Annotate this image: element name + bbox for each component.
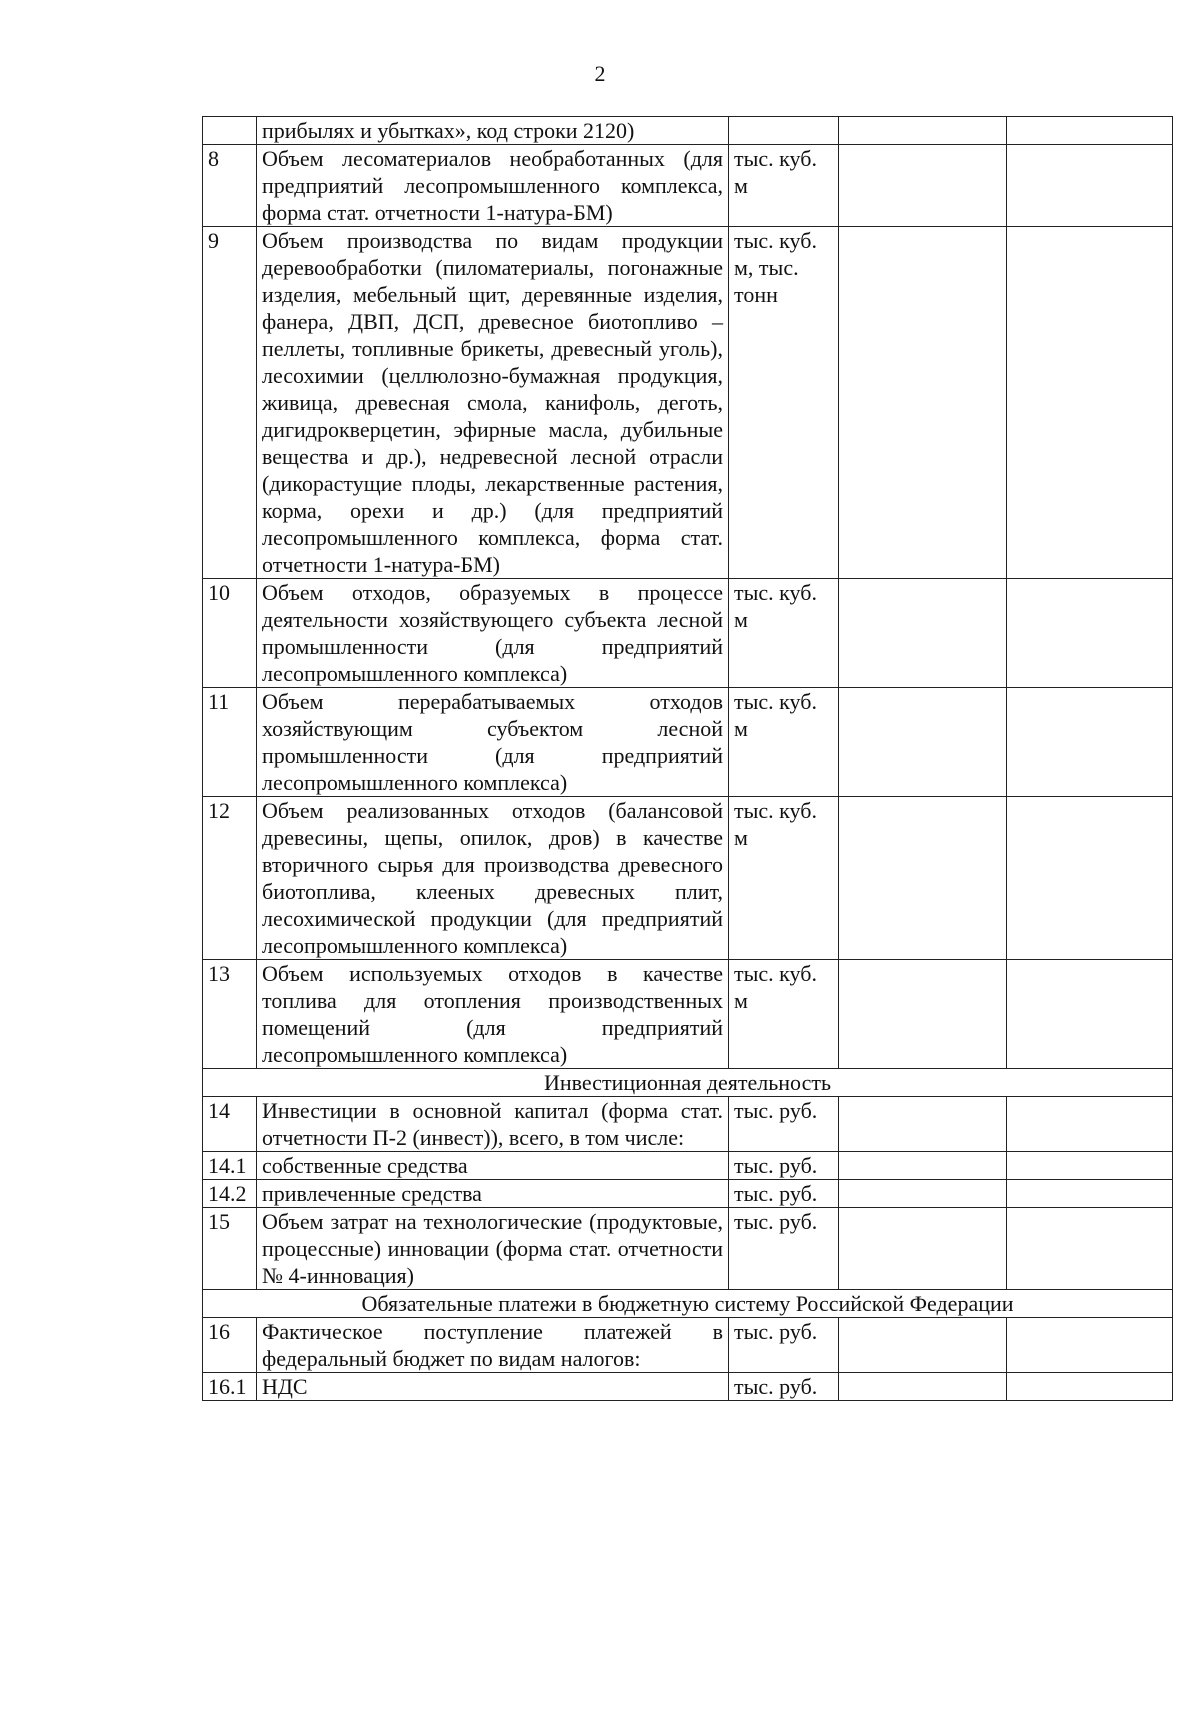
value-cell (839, 1373, 1007, 1401)
unit-of-measure: тыс. руб. (729, 1152, 839, 1180)
indicator-name: Объем отходов, образуемых в процессе деятельности хозяйствующего субъекта лесной промышленности (для предприятий лесопромышленного комплекса) (257, 579, 729, 688)
section-row (203, 1290, 1173, 1318)
unit-of-measure: тыс. руб. (729, 1318, 839, 1373)
indicator-name: Инвестиции в основной капитал (форма стат. отчетности П-2 (инвест)), всего, в том числе: (257, 1097, 729, 1152)
unit-of-measure: тыс. куб. м (729, 960, 839, 1069)
value-cell (1007, 117, 1173, 145)
row-number: 9 (203, 227, 257, 579)
unit-of-measure: тыс. руб. (729, 1208, 839, 1290)
indicator-name: НДС (257, 1373, 729, 1401)
row-number: 16 (203, 1318, 257, 1373)
value-cell (1007, 1152, 1173, 1180)
value-cell (1007, 1318, 1173, 1373)
row-number: 14.1 (203, 1152, 257, 1180)
indicator-name: Объем перерабатываемых отходов хозяйствующим субъектом лесной промышленности (для предприятий лесопромышленного комплекса) (257, 688, 729, 797)
value-cell (1007, 1097, 1173, 1152)
indicator-name: привлеченные средства (257, 1180, 729, 1208)
value-cell (1007, 227, 1173, 579)
table-row (203, 797, 1173, 960)
table-row (203, 1373, 1173, 1401)
table-row (203, 1180, 1173, 1208)
indicator-name: прибылях и убытках», код строки 2120) (257, 117, 729, 145)
value-cell (839, 145, 1007, 227)
value-cell (1007, 1180, 1173, 1208)
table-row (203, 1152, 1173, 1180)
table-row (203, 1318, 1173, 1373)
value-cell (839, 797, 1007, 960)
table-row (203, 1097, 1173, 1152)
page-number: 2 (594, 61, 606, 86)
row-number: 12 (203, 797, 257, 960)
unit-of-measure: тыс. куб. м (729, 145, 839, 227)
value-cell (839, 117, 1007, 145)
section-heading: Обязательные платежи в бюджетную систему Российской Федерации (203, 1290, 1173, 1318)
table-row (203, 117, 1173, 145)
row-number: 13 (203, 960, 257, 1069)
row-number: 16.1 (203, 1373, 257, 1401)
unit-of-measure (729, 117, 839, 145)
value-cell (839, 1318, 1007, 1373)
table-row (203, 227, 1173, 579)
value-cell (839, 1152, 1007, 1180)
value-cell (1007, 797, 1173, 960)
indicator-name: Объем затрат на технологические (продуктовые, процессные) инновации (форма стат. отчетности № 4-инновация) (257, 1208, 729, 1290)
value-cell (1007, 688, 1173, 797)
value-cell (839, 579, 1007, 688)
value-cell (1007, 1208, 1173, 1290)
value-cell (839, 227, 1007, 579)
indicator-name: собственные средства (257, 1152, 729, 1180)
value-cell (839, 1180, 1007, 1208)
value-cell (1007, 145, 1173, 227)
table-row (203, 145, 1173, 227)
value-cell (1007, 579, 1173, 688)
table-row (203, 579, 1173, 688)
section-heading: Инвестиционная деятельность (203, 1069, 1173, 1097)
row-number: 10 (203, 579, 257, 688)
unit-of-measure: тыс. куб. м (729, 579, 839, 688)
value-cell (1007, 960, 1173, 1069)
row-number: 15 (203, 1208, 257, 1290)
indicator-name: Объем лесоматериалов необработанных (для предприятий лесопромышленного комплекса, форма стат. отчетности 1-натура-БМ) (257, 145, 729, 227)
indicator-name: Объем используемых отходов в качестве топлива для отопления производственных помещений (для предприятий лесопромышленного комплекса) (257, 960, 729, 1069)
value-cell (839, 688, 1007, 797)
unit-of-measure: тыс. куб. м (729, 688, 839, 797)
unit-of-measure: тыс. руб. (729, 1097, 839, 1152)
row-number: 8 (203, 145, 257, 227)
unit-of-measure: тыс. руб. (729, 1373, 839, 1401)
value-cell (839, 1208, 1007, 1290)
table-row (203, 960, 1173, 1069)
unit-of-measure: тыс. руб. (729, 1180, 839, 1208)
table-row (203, 1208, 1173, 1290)
table-row (203, 688, 1173, 797)
row-number (203, 117, 257, 145)
row-number: 11 (203, 688, 257, 797)
unit-of-measure: тыс. куб. м (729, 797, 839, 960)
unit-of-measure: тыс. куб. м, тыс. тонн (729, 227, 839, 579)
section-row (203, 1069, 1173, 1097)
value-cell (1007, 1373, 1173, 1401)
value-cell (839, 960, 1007, 1069)
value-cell (839, 1097, 1007, 1152)
indicator-name: Фактическое поступление платежей в федеральный бюджет по видам налогов: (257, 1318, 729, 1373)
row-number: 14.2 (203, 1180, 257, 1208)
row-number: 14 (203, 1097, 257, 1152)
indicator-name: Объем реализованных отходов (балансовой древесины, щепы, опилок, дров) в качестве вторичного сырья для производства древесного биотоплива, клееных древесных плит, лесохимической продукции (для предприятий лесопромышленного комплекса) (257, 797, 729, 960)
indicator-name: Объем производства по видам продукции деревообработки (пиломатериалы, погонажные изделия, мебельный щит, деревянные изделия, фанера, ДВП, ДСП, древесное биотопливо – пеллеты, топливные брикеты, древесный уголь), лесохимии (целлюлозно-бумажная продукция, живица, древесная смола, канифоль, деготь, дигидрокверцетин, эфирные масла, дубильные вещества и др.), недревесной лесной отрасли (дикорастущие плоды, лекарственные растения, корма, орехи и др.) (для предприятий лесопромышленного комплекса, форма стат. отчетности 1-натура-БМ) (257, 227, 729, 579)
indicators-table (202, 116, 1173, 1401)
